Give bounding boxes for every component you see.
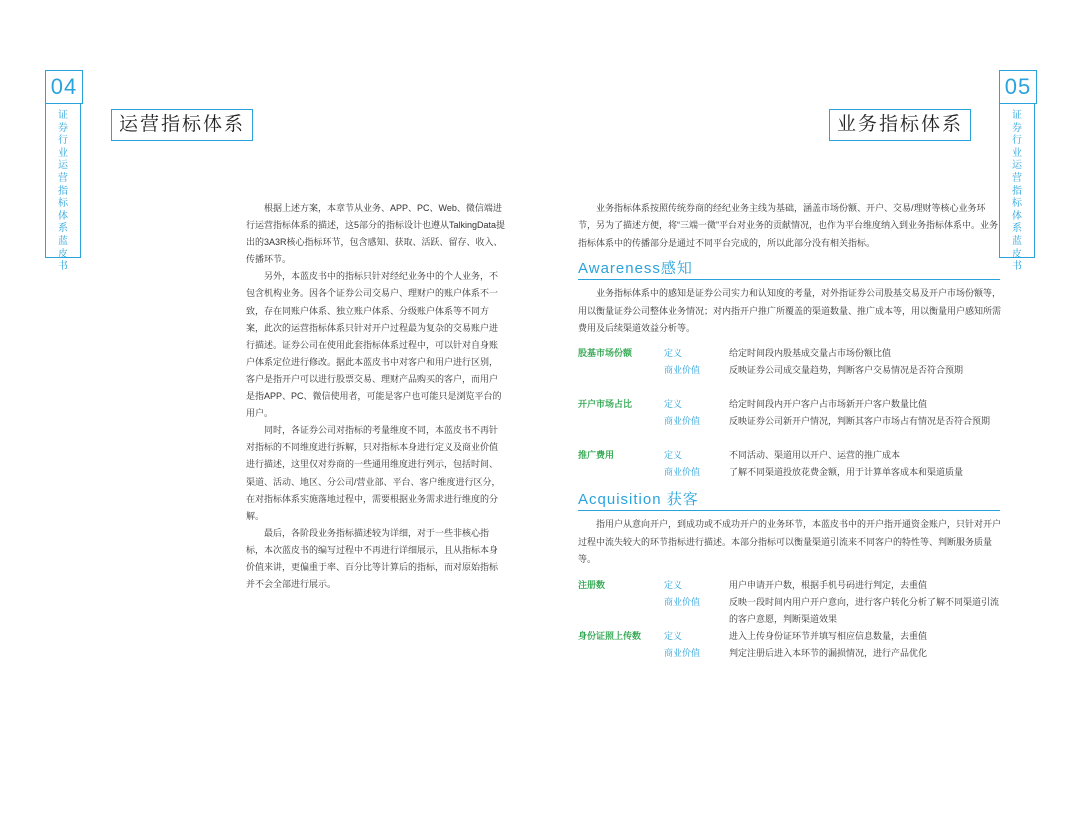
right-body-text — [578, 200, 1003, 662]
paragraph: 根据上述方案，本章节从业务、APP、PC、Web、微信端进行运营指标体系的描述，这5部分的指标设计也遵从TalkingData提出的3A3R核心指标环节，包含感知、获取、活跃、留存、收入、传播环节。 — [246, 203, 506, 265]
metric-name: 股基市场份额 — [578, 348, 633, 359]
metric-group: 股基市场份额 定义 给定时间段内股基成交量占市场份额比值 商业价值 反映证券公司成交量趋势，判断客户交易情况是否符合预期 — [578, 345, 1003, 379]
section-title-right: 业务指标体系 — [829, 109, 971, 141]
section-title-left: 运营指标体系 — [111, 109, 253, 141]
acquisition-description: 指用户从意向开户，到成功或不成功开户的业务环节，本蓝皮书中的开户指开通资金账户，只针对开户过程中流失较大的环节指标进行描述。本部分指标可以衡量渠道引流来不同客户的特性等、判断服务质量等。 — [578, 519, 1002, 565]
metric-name: 开户市场占比 — [578, 399, 633, 410]
metric-name: 推广费用 — [578, 450, 615, 461]
metric-group: 推广费用 定义 不同活动、渠道用以开户、运营的推广成本 商业价值 了解不同渠道投放花费金额，用于计算单客成本和渠道质量 — [578, 447, 1003, 481]
left-body-text — [246, 200, 506, 593]
intro-paragraph: 业务指标体系按照传统券商的经纪业务主线为基础，涵盖市场份额、开户、交易/理财等核心业务环节，另为了描述方便，将“三端一微”平台对业务的贡献情况，也作为平台维度纳入到业务指标体系中。业务指标体系中的传播部分是通过不同平台完成的，所以此部分没有相关指标。 — [578, 203, 998, 248]
paragraph: 最后，各阶段业务指标描述较为详细，对于一些非核心指标，本次蓝皮书的编写过程中不再进行详细展示，且从指标本身价值来讲，更偏重于率、百分比等计算后的指标，而对原始指标并不会全部进行展示。 — [246, 527, 499, 590]
metric-group: 注册数 定义 用户申请开户数，根据手机号码进行判定，去重值 商业价值 反映一段时间内用户开户意向，进行客户转化分析了解不同渠道引流的客户意愿，判断渠道效果 — [578, 577, 1003, 628]
side-label-right: 证 券 行 业 运 营 指 标 体 系 蓝 皮 书 — [999, 103, 1035, 258]
awareness-metrics — [578, 345, 1003, 481]
metric-group: 身份证照上传数 定义 进入上传身份证环节并填写相应信息数量，去重值 商业价值 判定注册后进入本环节的漏损情况，进行产品优化 — [578, 628, 1003, 662]
awareness-heading: Awareness感知 — [578, 260, 1000, 280]
metric-name: 身份证照上传数 — [578, 630, 642, 641]
page-number-left: 04 — [45, 70, 83, 104]
page-number-right: 05 — [999, 70, 1037, 104]
awareness-description: 业务指标体系中的感知是证券公司实力和认知度的考量，对外指证券公司股基交易及开户市场份额等，用以衡量证券公司整体业务情况；对内指开户推广所覆盖的渠道数量、推广成本等，用以衡量用户感知所需费用及后续渠道效益分析等。 — [578, 288, 1002, 334]
side-label-left: 证 券 行 业 运 营 指 标 体 系 蓝 皮 书 — [45, 103, 81, 258]
acquisition-heading: Acquisition 获客 — [578, 491, 1000, 511]
metric-group: 开户市场占比 定义 给定时间段内开户客户占市场新开户客户数量比值 商业价值 反映证券公司新开户情况，判断其客户市场占有情况是否符合预期 — [578, 396, 1003, 430]
acquisition-metrics — [578, 577, 1003, 662]
paragraph: 另外，本蓝皮书中的指标只针对经纪业务中的个人业务，不包含机构业务。因各个证券公司交易户、理财户的账户体系不一致，存在同账户体系、独立账户体系、分级账户体系等不同方案，此次的运营指标体系只针对开户过程最为复杂的交易账户进行描述。证券公司在使用此套指标体系过程中，可以针对自身账户体系定位进行修改。据此本蓝皮书中对客户和用户进行区别，客户是指开户可以进行股票交易、理财产品购买的客户，而用户是指APP、PC、微信使用者，可能是客户也可能只是浏览平台的用户。 — [246, 271, 502, 419]
paragraph: 同时，各证券公司对指标的考量维度不同，本蓝皮书不再针对指标的不同维度进行拆解，只对指标本身进行定义及商业价值进行描述，这里仅对券商的一些通用维度进行列示，包括时间、渠道、活动、地区、分公司/营业部、平台、客户维度进行区分，在对指标体系实施落地过程中，需要根据业务需求进行维度的分解。 — [246, 425, 501, 521]
metric-name: 注册数 — [578, 579, 606, 590]
